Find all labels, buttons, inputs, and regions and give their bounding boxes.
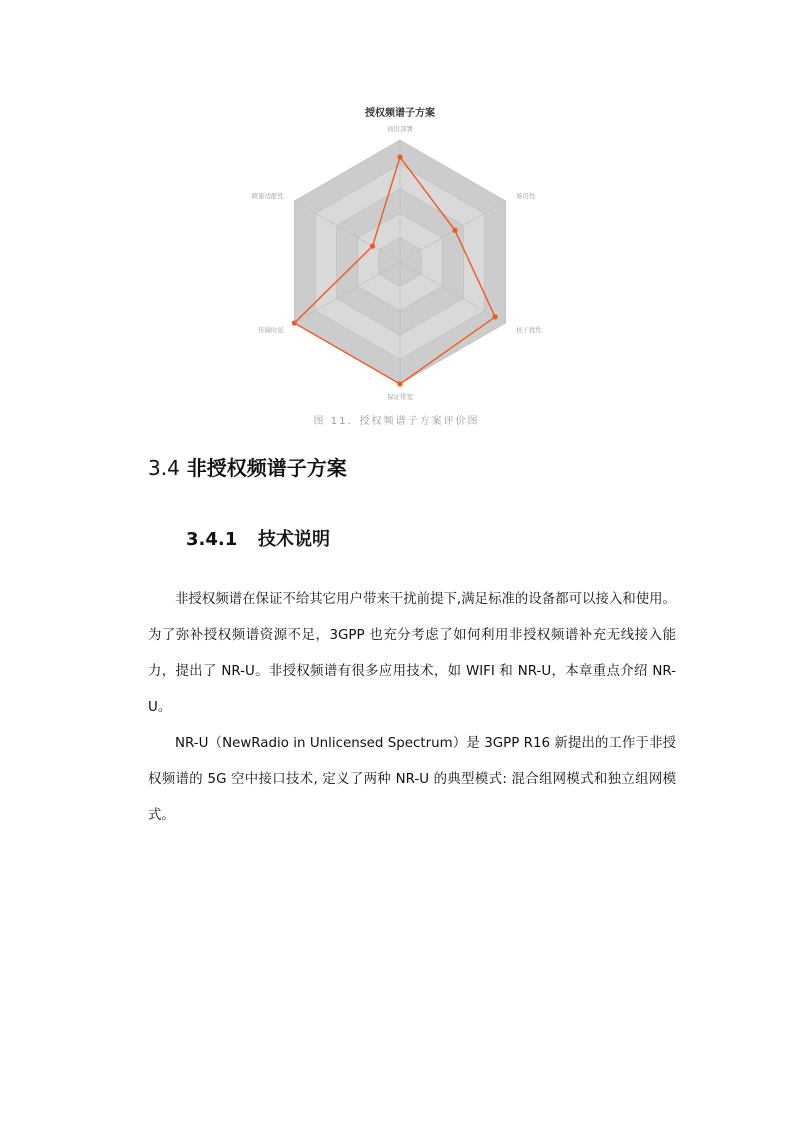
section-title: 非授权频谱子方案 [186, 456, 347, 480]
paragraph: NR-U（NewRadio in Unlicensed Spectrum）是 3GPP R16 新提出的工作于非授权频谱的 5G 空中接口技术, 定义了两种 NR-U 的典型模式: 混合组网模式和独立组网模式。 [148, 736, 676, 823]
axis-label: 保证带宽 [387, 393, 413, 400]
data-point [492, 314, 497, 319]
paragraph: 非授权频谱在保证不给其它用户带来干扰前提下,满足标准的设备都可以接入和使用。为了弥补授权频谱资源不足，3GPP 也充分考虑了如何利用非授权频谱补充无线接入能力，提出了 NR-U。非授权频谱有很多应用技术，如 WIFI 和 NR-U，本章重点介绍 NR-U。 [148, 592, 676, 715]
figure-caption: 图 11．授权频谱子方案评价图 [313, 416, 480, 427]
section-number: 3.4 [148, 456, 180, 480]
axis-label: 易用性 [516, 192, 536, 200]
data-point [452, 228, 457, 233]
data-point [397, 154, 402, 159]
axis-label: 商用部署 [387, 125, 413, 133]
radar-chart [240, 100, 560, 400]
subsection-heading [186, 525, 330, 551]
section-heading [148, 452, 347, 481]
subsection-number: 3.4.1 [186, 529, 238, 550]
data-point [397, 381, 402, 386]
axis-label: 抗干扰性 [516, 326, 543, 334]
axis-label: 政策适配性 [251, 192, 284, 200]
data-point [292, 320, 297, 325]
subsection-title: 技术说明 [258, 529, 330, 550]
chart-title: 授权频谱子方案 [365, 108, 435, 119]
axis-label: 传输时延 [257, 326, 284, 334]
data-point [370, 244, 375, 249]
